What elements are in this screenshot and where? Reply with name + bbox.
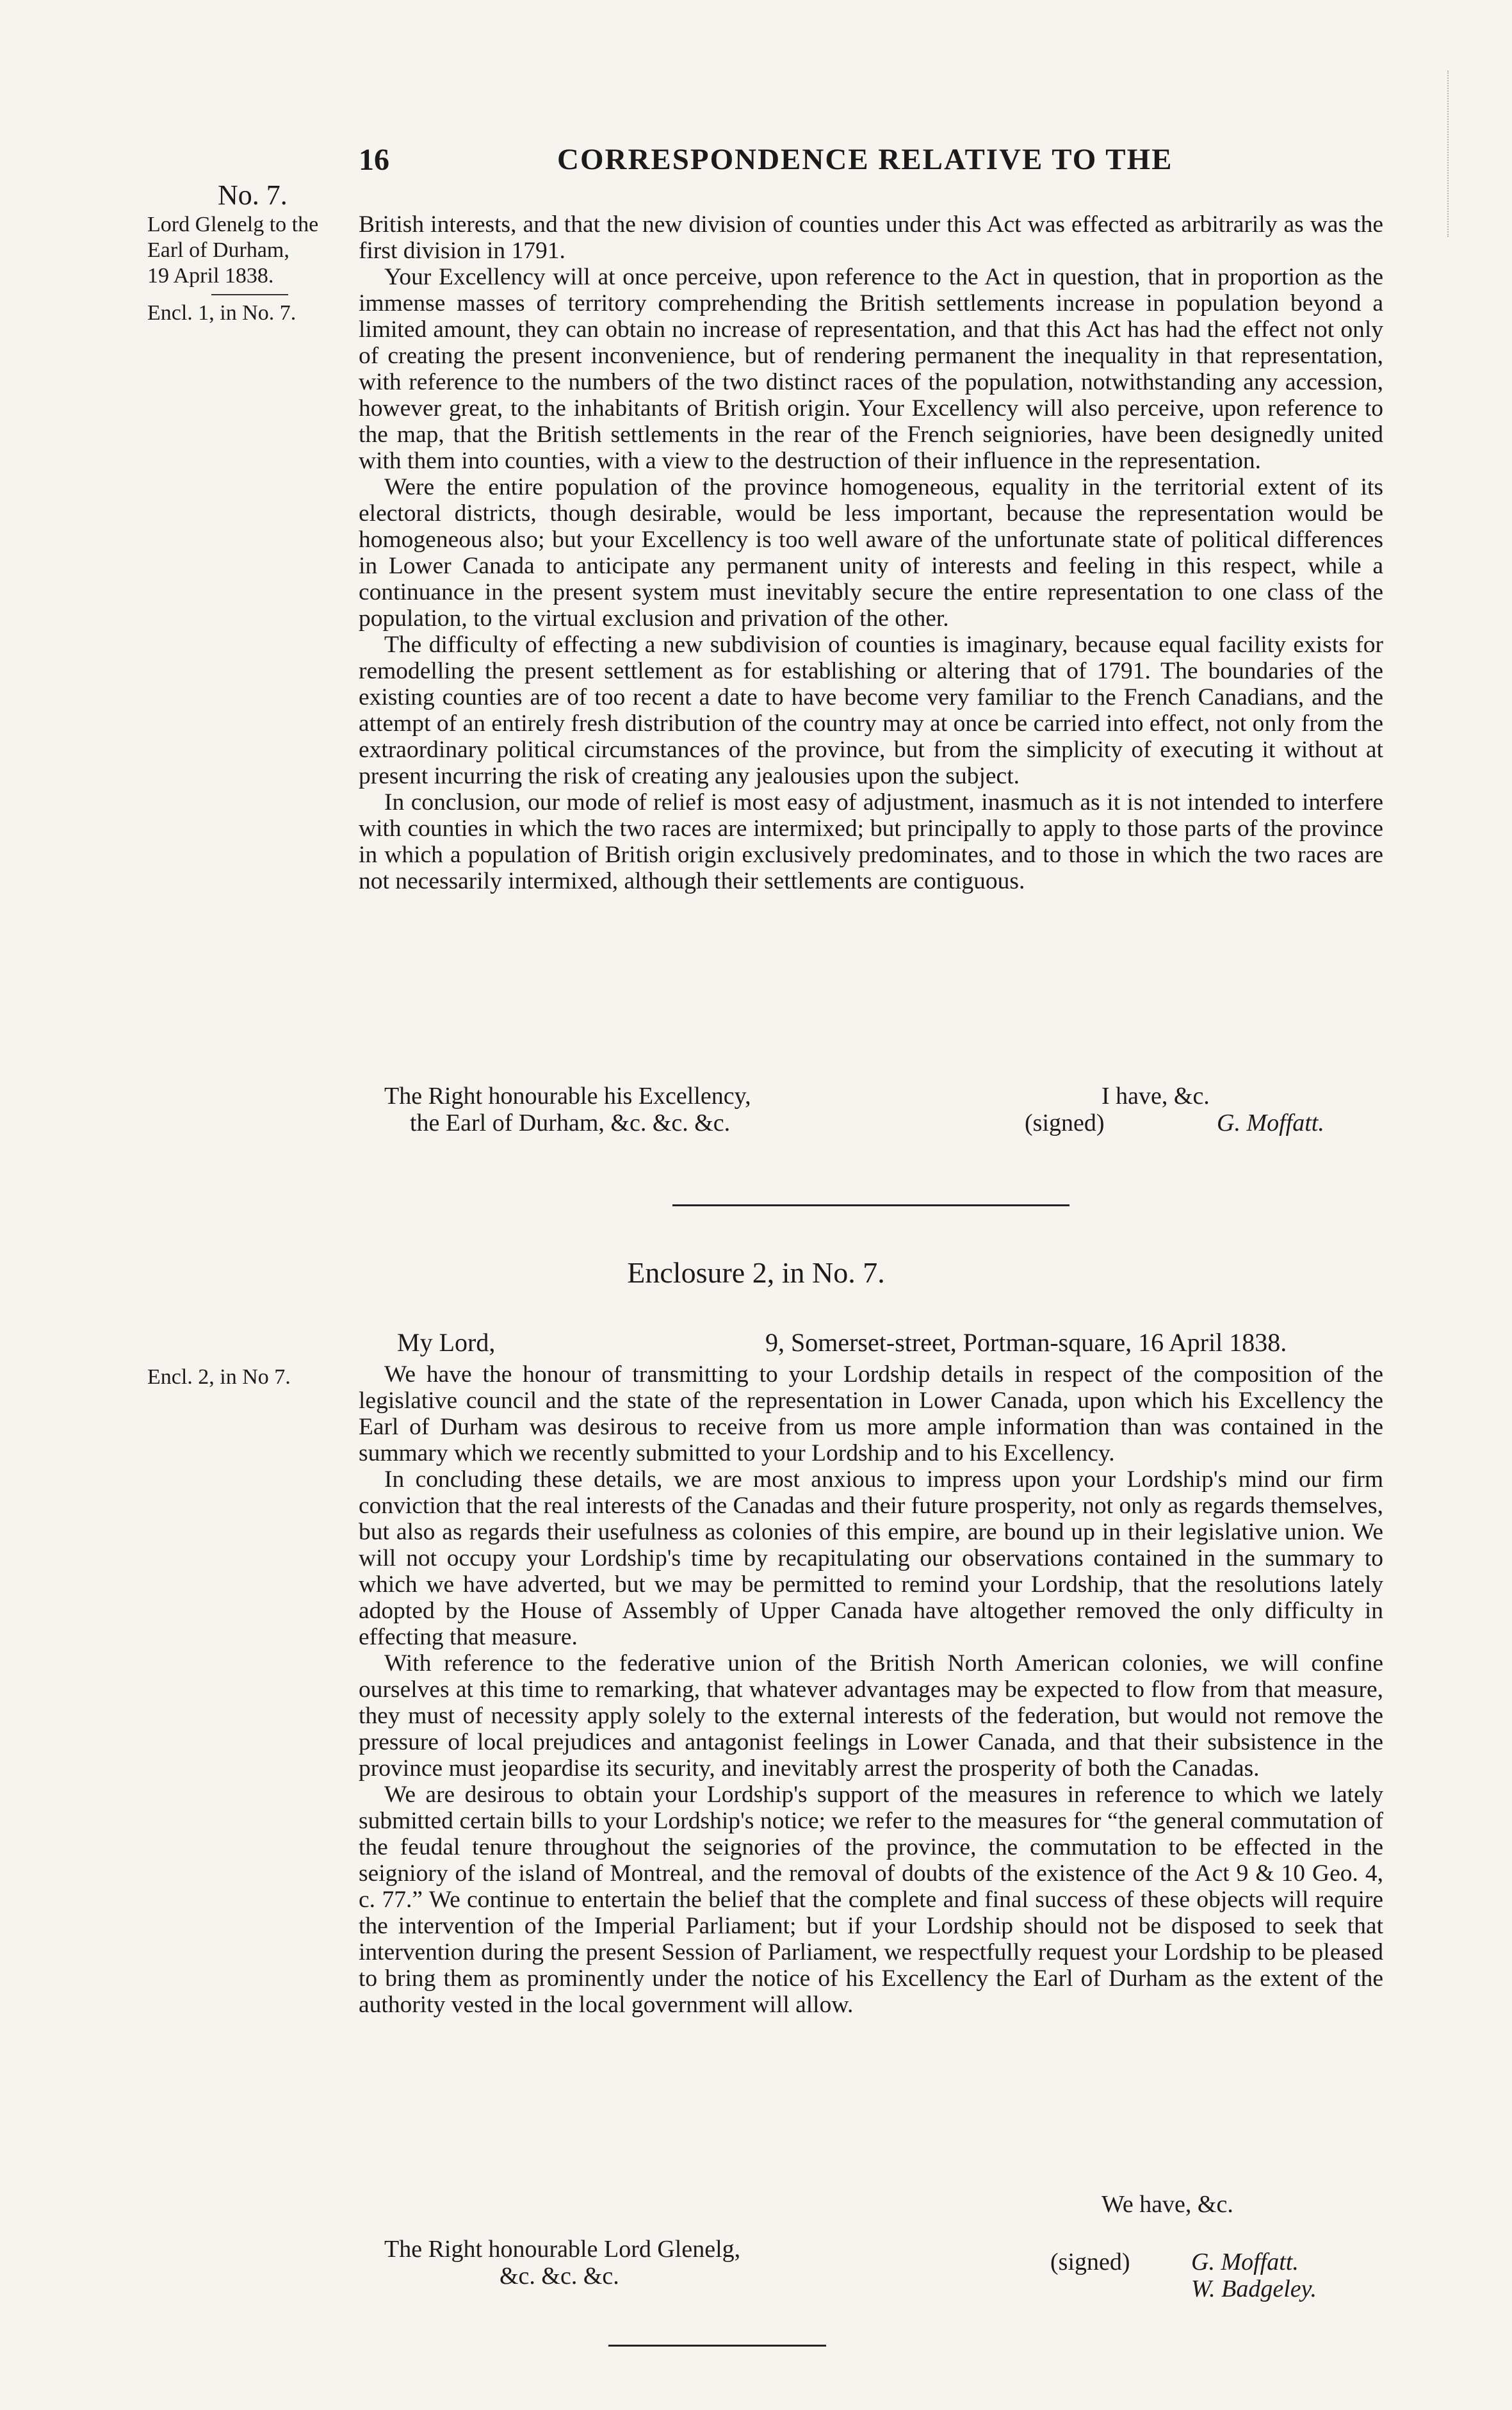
- enclosure-title: Enclosure 2, in No. 7.: [627, 1256, 885, 1289]
- scan-edge-noise: [1447, 70, 1500, 237]
- addressee-line: &c. &c. &c.: [500, 2263, 619, 2290]
- margin-note-enclosure: [147, 1365, 291, 1390]
- margin-line: Earl of Durham,: [147, 238, 289, 262]
- letter1-addressee: [384, 1083, 751, 1136]
- salutation: My Lord,: [397, 1328, 496, 1357]
- margin-line: Lord Glenelg to the: [147, 213, 319, 236]
- enclosure2-paragraph: In concluding these details, we are most anxious to impress upon your Lordship's mind our firm conviction that the real interests of the Canadas and their future prosperity, not only as regards themselves, but also as regards their usefulness as colonies of this empire, are bound up in their legislative union. We will not occupy your Lordship's time by recapitulating our observations contained in the summary to which we have adverted, but we may be permitted to remind your Lordship, that the resolutions lately adopted by the House of Assembly of Upper Canada have altogether removed the only difficulty in effecting that measure.: [359, 1466, 1383, 1650]
- page-number: 16: [359, 143, 389, 177]
- margin-divider: [211, 294, 288, 295]
- margin-note-letter: [147, 179, 319, 326]
- addressee-line: The Right honourable his Excellency,: [384, 1083, 751, 1110]
- letter1-signature-block: [359, 1083, 1383, 1140]
- enclosure2-signature: G. Moffatt.: [1191, 2249, 1299, 2275]
- closing-divider: [608, 2345, 826, 2347]
- enclosure2-signature: W. Badgeley.: [1191, 2275, 1317, 2302]
- enclosure2-body: [359, 1361, 1383, 2018]
- enclosure2-paragraph: With reference to the federative union of the British North American colonies, we will confine ourselves at this time to remarking, that whatever advantages may be expected to flow from that measure, they must of necessity apply solely to the external interests of the federation, but would not remove the pressure of local prejudices and antagonist feelings in Lower Canada, and that their subsistence in the province must jeopardise its security, and inevitably arrest the prosperity of both the Canadas.: [359, 1650, 1383, 1782]
- enclosure2-addressee: [384, 2236, 740, 2290]
- margin-enclosure-ref: Encl. 1, in No. 7.: [147, 301, 297, 325]
- letter1-paragraph: Were the entire population of the province homogeneous, equality in the territorial extent of its electoral districts, though desirable, would be less important, because the representation would be homogeneous also; but your Excellency is too well aware of the unfortunate state of political differences in Lower Canada to anticipate any permanent unity of interests and feeling in this respect, while a continuance in the present system must inevitably secure the entire representation to one class of the population, to the virtual exclusion and privation of the other.: [359, 474, 1383, 632]
- letter1-closing: I have, &c.: [1101, 1083, 1210, 1110]
- letter1-body: [359, 211, 1383, 894]
- enclosure2-signed: (signed): [1050, 2249, 1130, 2275]
- letter1-signed: (signed): [1025, 1110, 1105, 1136]
- enclosure2-signature-block: [359, 2191, 1383, 2319]
- letter1-signature: G. Moffatt.: [1217, 1110, 1324, 1136]
- enclosure2-paragraph: We are desirous to obtain your Lordship's support of the measures in reference to which we lately submitted certain bills to your Lordship's notice; we refer to the measures for “the general commutation of the feudal tenure throughout the seignories of the province, the commutation to be effected in the seigniory of the island of Montreal, and the removal of doubts of the existence of the Act 9 & 10 Geo. 4, c. 77.” We continue to entertain the belief that the complete and final success of these objects will require the intervention of the Imperial Parliament; but if your Lordship should not be disposed to seek that intervention during the present Session of Parliament, we respectfully request your Lordship to be pleased to bring them as prominently under the notice of his Excellency the Earl of Durham as the extent of the authority vested in the local government will allow.: [359, 1782, 1383, 2018]
- running-head: CORRESPONDENCE RELATIVE TO THE: [557, 143, 1173, 176]
- page-header: [359, 142, 1383, 187]
- addressee-line: The Right honourable Lord Glenelg,: [384, 2236, 741, 2263]
- letter1-paragraph: Your Excellency will at once perceive, upon reference to the Act in question, that in proportion as the immense masses of territory comprehending the British settlements increase in population beyond a limited amount, they can obtain no increase of representation, and that this Act has had the effect not only of creating the present inconvenience, but of rendering permanent the inequality in that representation, with reference to the numbers of the two distinct races of the population, notwithstanding any accession, however great, to the inhabitants of British origin. Your Excellency will also perceive, upon reference to the map, that the British settlements in the rear of the French seigniories, have been designedly united with them into counties, with a view to the destruction of their influence in the representation.: [359, 264, 1383, 474]
- section-divider: [672, 1204, 1069, 1206]
- margin-enclosure-ref: Encl. 2, in No 7.: [147, 1365, 291, 1389]
- sender-address-date: 9, Somerset-street, Portman-square, 16 April 1838.: [765, 1328, 1287, 1357]
- letter1-paragraph: British interests, and that the new division of counties under this Act was effected as arbitrarily as was the first division in 1791.: [359, 211, 1383, 264]
- letter1-paragraph: In conclusion, our mode of relief is most easy of adjustment, inasmuch as it is not intended to interfere with counties in which the two races are intermixed; but principally to apply to those parts of the province in which a population of British origin exclusively predominates, and to those in which the two races are not necessarily intermixed, although their settlements are contiguous.: [359, 789, 1383, 894]
- letter1-paragraph: The difficulty of effecting a new subdivision of counties is imaginary, because equal facility exists for remodelling the present settlement as for establishing or altering that of 1791. The boundaries of the existing counties are of too recent a date to have become very familiar to the French Canadians, and the attempt of an entirely fresh distribution of the country may at once be carried into effect, not only from the extraordinary political circumstances of the province, but from the simplicity of executing it without at present incurring the risk of creating any jealousies upon the subject.: [359, 632, 1383, 789]
- addressee-line: the Earl of Durham, &c. &c. &c.: [410, 1110, 731, 1136]
- enclosure2-closing: We have, &c.: [1101, 2191, 1233, 2218]
- enclosure2-paragraph: We have the honour of transmitting to your Lordship details in respect of the composition of the legislative council and the state of the representation in Lower Canada, upon which his Excellency the Earl of Durham was desirous to receive from us more ample information than was contained in the summary which we recently submitted to your Lordship and to his Excellency.: [359, 1361, 1383, 1466]
- margin-document-number: No. 7.: [218, 179, 288, 211]
- margin-line: 19 April 1838.: [147, 264, 274, 288]
